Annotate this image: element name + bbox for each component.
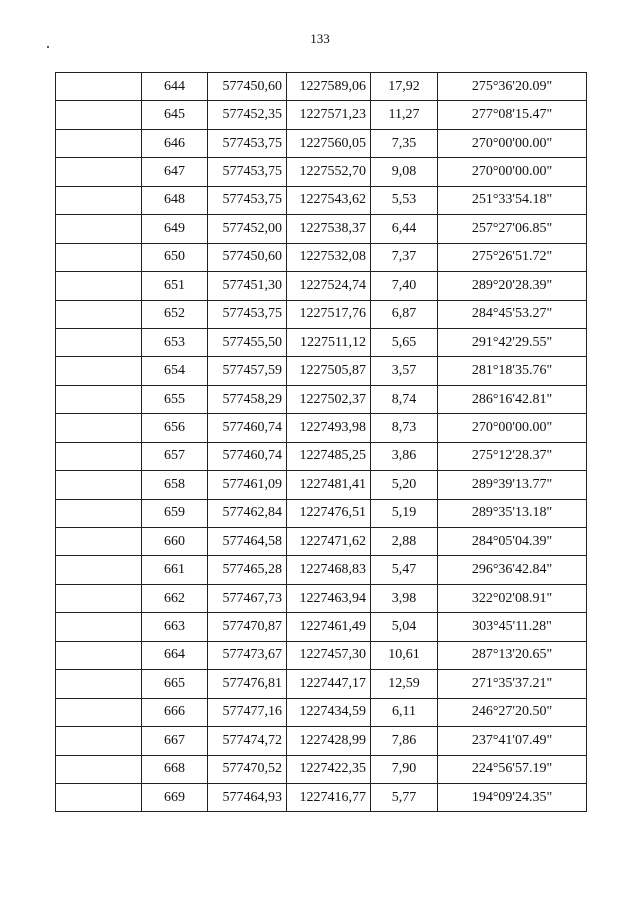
- point-number-cell: 664: [142, 641, 208, 669]
- distance-cell: 3,98: [371, 584, 438, 612]
- table-row: [56, 670, 587, 698]
- distance-cell: 7,86: [371, 727, 438, 755]
- direction-angle-cell: 289°20'28.39": [438, 272, 587, 300]
- x-coordinate-cell: 577467,73: [208, 584, 287, 612]
- table-row: [56, 528, 587, 556]
- direction-angle-cell: 237°41'07.49": [438, 727, 587, 755]
- point-number-cell: 659: [142, 499, 208, 527]
- x-coordinate-cell: 577464,93: [208, 783, 287, 811]
- point-number-cell: 667: [142, 727, 208, 755]
- point-number-cell: 644: [142, 73, 208, 101]
- table-row: [56, 471, 587, 499]
- point-number-cell: 665: [142, 670, 208, 698]
- y-coordinate-cell: 1227457,30: [287, 641, 371, 669]
- y-coordinate-cell: 1227589,06: [287, 73, 371, 101]
- point-number-cell: 662: [142, 584, 208, 612]
- table-row: [56, 613, 587, 641]
- y-coordinate-cell: 1227422,35: [287, 755, 371, 783]
- direction-angle-cell: 284°05'04.39": [438, 528, 587, 556]
- empty-cell: [56, 499, 142, 527]
- table-row: [56, 727, 587, 755]
- x-coordinate-cell: 577462,84: [208, 499, 287, 527]
- table-row: [56, 499, 587, 527]
- empty-cell: [56, 129, 142, 157]
- y-coordinate-cell: 1227493,98: [287, 414, 371, 442]
- empty-cell: [56, 385, 142, 413]
- y-coordinate-cell: 1227476,51: [287, 499, 371, 527]
- y-coordinate-cell: 1227471,62: [287, 528, 371, 556]
- table-row: [56, 272, 587, 300]
- x-coordinate-cell: 577477,16: [208, 698, 287, 726]
- empty-cell: [56, 755, 142, 783]
- y-coordinate-cell: 1227511,12: [287, 328, 371, 356]
- point-number-cell: 655: [142, 385, 208, 413]
- distance-cell: 12,59: [371, 670, 438, 698]
- y-coordinate-cell: 1227532,08: [287, 243, 371, 271]
- direction-angle-cell: 289°39'13.77": [438, 471, 587, 499]
- y-coordinate-cell: 1227481,41: [287, 471, 371, 499]
- x-coordinate-cell: 577464,58: [208, 528, 287, 556]
- y-coordinate-cell: 1227505,87: [287, 357, 371, 385]
- distance-cell: 11,27: [371, 101, 438, 129]
- table-row: [56, 698, 587, 726]
- table-row: [56, 300, 587, 328]
- direction-angle-cell: 281°18'35.76": [438, 357, 587, 385]
- distance-cell: 5,53: [371, 186, 438, 214]
- page-number: 133: [310, 31, 330, 46]
- distance-cell: 2,88: [371, 528, 438, 556]
- x-coordinate-cell: 577453,75: [208, 186, 287, 214]
- x-coordinate-cell: 577458,29: [208, 385, 287, 413]
- empty-cell: [56, 158, 142, 186]
- distance-cell: 7,35: [371, 129, 438, 157]
- empty-cell: [56, 556, 142, 584]
- y-coordinate-cell: 1227434,59: [287, 698, 371, 726]
- table-row: [56, 442, 587, 470]
- distance-cell: 7,90: [371, 755, 438, 783]
- point-number-cell: 650: [142, 243, 208, 271]
- point-number-cell: 658: [142, 471, 208, 499]
- point-number-cell: 666: [142, 698, 208, 726]
- y-coordinate-cell: 1227461,49: [287, 613, 371, 641]
- x-coordinate-cell: 577450,60: [208, 243, 287, 271]
- point-number-cell: 649: [142, 215, 208, 243]
- empty-cell: [56, 442, 142, 470]
- direction-angle-cell: 284°45'53.27": [438, 300, 587, 328]
- direction-angle-cell: 277°08'15.47": [438, 101, 587, 129]
- y-coordinate-cell: 1227538,37: [287, 215, 371, 243]
- table-row: [56, 414, 587, 442]
- table-row: [56, 755, 587, 783]
- direction-angle-cell: 251°33'54.18": [438, 186, 587, 214]
- point-number-cell: 656: [142, 414, 208, 442]
- x-coordinate-cell: 577473,67: [208, 641, 287, 669]
- direction-angle-cell: 289°35'13.18": [438, 499, 587, 527]
- y-coordinate-cell: 1227543,62: [287, 186, 371, 214]
- distance-cell: 10,61: [371, 641, 438, 669]
- distance-cell: 5,19: [371, 499, 438, 527]
- x-coordinate-cell: 577474,72: [208, 727, 287, 755]
- table-row: [56, 215, 587, 243]
- distance-cell: 5,77: [371, 783, 438, 811]
- point-number-cell: 647: [142, 158, 208, 186]
- distance-cell: 6,44: [371, 215, 438, 243]
- point-number-cell: 657: [142, 442, 208, 470]
- point-number-cell: 668: [142, 755, 208, 783]
- table-row: [56, 328, 587, 356]
- distance-cell: 9,08: [371, 158, 438, 186]
- table-row: [56, 73, 587, 101]
- empty-cell: [56, 101, 142, 129]
- point-number-cell: 648: [142, 186, 208, 214]
- y-coordinate-cell: 1227468,83: [287, 556, 371, 584]
- table-row: [56, 129, 587, 157]
- empty-cell: [56, 528, 142, 556]
- table-row: [56, 101, 587, 129]
- x-coordinate-cell: 577452,00: [208, 215, 287, 243]
- empty-cell: [56, 584, 142, 612]
- distance-cell: 6,87: [371, 300, 438, 328]
- point-number-cell: 660: [142, 528, 208, 556]
- y-coordinate-cell: 1227463,94: [287, 584, 371, 612]
- scan-speck: [47, 46, 49, 48]
- point-number-cell: 654: [142, 357, 208, 385]
- direction-angle-cell: 275°36'20.09": [438, 73, 587, 101]
- empty-cell: [56, 414, 142, 442]
- y-coordinate-cell: 1227428,99: [287, 727, 371, 755]
- point-number-cell: 663: [142, 613, 208, 641]
- x-coordinate-cell: 577460,74: [208, 442, 287, 470]
- distance-cell: 3,57: [371, 357, 438, 385]
- distance-cell: 7,40: [371, 272, 438, 300]
- point-number-cell: 661: [142, 556, 208, 584]
- coordinates-table: [55, 72, 587, 812]
- direction-angle-cell: 271°35'37.21": [438, 670, 587, 698]
- empty-cell: [56, 328, 142, 356]
- y-coordinate-cell: 1227517,76: [287, 300, 371, 328]
- empty-cell: [56, 698, 142, 726]
- x-coordinate-cell: 577470,87: [208, 613, 287, 641]
- y-coordinate-cell: 1227560,05: [287, 129, 371, 157]
- direction-angle-cell: 275°26'51.72": [438, 243, 587, 271]
- point-number-cell: 653: [142, 328, 208, 356]
- x-coordinate-cell: 577476,81: [208, 670, 287, 698]
- table-row: [56, 385, 587, 413]
- direction-angle-cell: 257°27'06.85": [438, 215, 587, 243]
- distance-cell: 5,65: [371, 328, 438, 356]
- point-number-cell: 652: [142, 300, 208, 328]
- table-row: [56, 186, 587, 214]
- table-row: [56, 783, 587, 811]
- distance-cell: 5,04: [371, 613, 438, 641]
- y-coordinate-cell: 1227502,37: [287, 385, 371, 413]
- distance-cell: 7,37: [371, 243, 438, 271]
- direction-angle-cell: 270°00'00.00": [438, 158, 587, 186]
- point-number-cell: 645: [142, 101, 208, 129]
- empty-cell: [56, 727, 142, 755]
- distance-cell: 8,73: [371, 414, 438, 442]
- y-coordinate-cell: 1227552,70: [287, 158, 371, 186]
- point-number-cell: 646: [142, 129, 208, 157]
- y-coordinate-cell: 1227571,23: [287, 101, 371, 129]
- empty-cell: [56, 641, 142, 669]
- direction-angle-cell: 287°13'20.65": [438, 641, 587, 669]
- y-coordinate-cell: 1227447,17: [287, 670, 371, 698]
- table-row: [56, 357, 587, 385]
- x-coordinate-cell: 577457,59: [208, 357, 287, 385]
- direction-angle-cell: 224°56'57.19": [438, 755, 587, 783]
- empty-cell: [56, 272, 142, 300]
- x-coordinate-cell: 577453,75: [208, 129, 287, 157]
- x-coordinate-cell: 577460,74: [208, 414, 287, 442]
- x-coordinate-cell: 577450,60: [208, 73, 287, 101]
- empty-cell: [56, 243, 142, 271]
- x-coordinate-cell: 577451,30: [208, 272, 287, 300]
- distance-cell: 3,86: [371, 442, 438, 470]
- empty-cell: [56, 670, 142, 698]
- y-coordinate-cell: 1227524,74: [287, 272, 371, 300]
- x-coordinate-cell: 577455,50: [208, 328, 287, 356]
- table-row: [56, 243, 587, 271]
- distance-cell: 8,74: [371, 385, 438, 413]
- empty-cell: [56, 215, 142, 243]
- direction-angle-cell: 286°16'42.81": [438, 385, 587, 413]
- direction-angle-cell: 322°02'08.91": [438, 584, 587, 612]
- x-coordinate-cell: 577453,75: [208, 300, 287, 328]
- x-coordinate-cell: 577453,75: [208, 158, 287, 186]
- empty-cell: [56, 613, 142, 641]
- empty-cell: [56, 73, 142, 101]
- direction-angle-cell: 270°00'00.00": [438, 414, 587, 442]
- y-coordinate-cell: 1227485,25: [287, 442, 371, 470]
- distance-cell: 6,11: [371, 698, 438, 726]
- distance-cell: 17,92: [371, 73, 438, 101]
- empty-cell: [56, 186, 142, 214]
- x-coordinate-cell: 577461,09: [208, 471, 287, 499]
- distance-cell: 5,47: [371, 556, 438, 584]
- x-coordinate-cell: 577470,52: [208, 755, 287, 783]
- empty-cell: [56, 471, 142, 499]
- table-row: [56, 584, 587, 612]
- table-row: [56, 641, 587, 669]
- point-number-cell: 651: [142, 272, 208, 300]
- x-coordinate-cell: 577465,28: [208, 556, 287, 584]
- direction-angle-cell: 291°42'29.55": [438, 328, 587, 356]
- direction-angle-cell: 275°12'28.37": [438, 442, 587, 470]
- direction-angle-cell: 246°27'20.50": [438, 698, 587, 726]
- table-row: [56, 158, 587, 186]
- empty-cell: [56, 783, 142, 811]
- table-row: [56, 556, 587, 584]
- y-coordinate-cell: 1227416,77: [287, 783, 371, 811]
- direction-angle-cell: 270°00'00.00": [438, 129, 587, 157]
- point-number-cell: 669: [142, 783, 208, 811]
- direction-angle-cell: 194°09'24.35": [438, 783, 587, 811]
- coordinates-table-body: [56, 73, 587, 812]
- direction-angle-cell: 303°45'11.28": [438, 613, 587, 641]
- empty-cell: [56, 357, 142, 385]
- direction-angle-cell: 296°36'42.84": [438, 556, 587, 584]
- distance-cell: 5,20: [371, 471, 438, 499]
- x-coordinate-cell: 577452,35: [208, 101, 287, 129]
- empty-cell: [56, 300, 142, 328]
